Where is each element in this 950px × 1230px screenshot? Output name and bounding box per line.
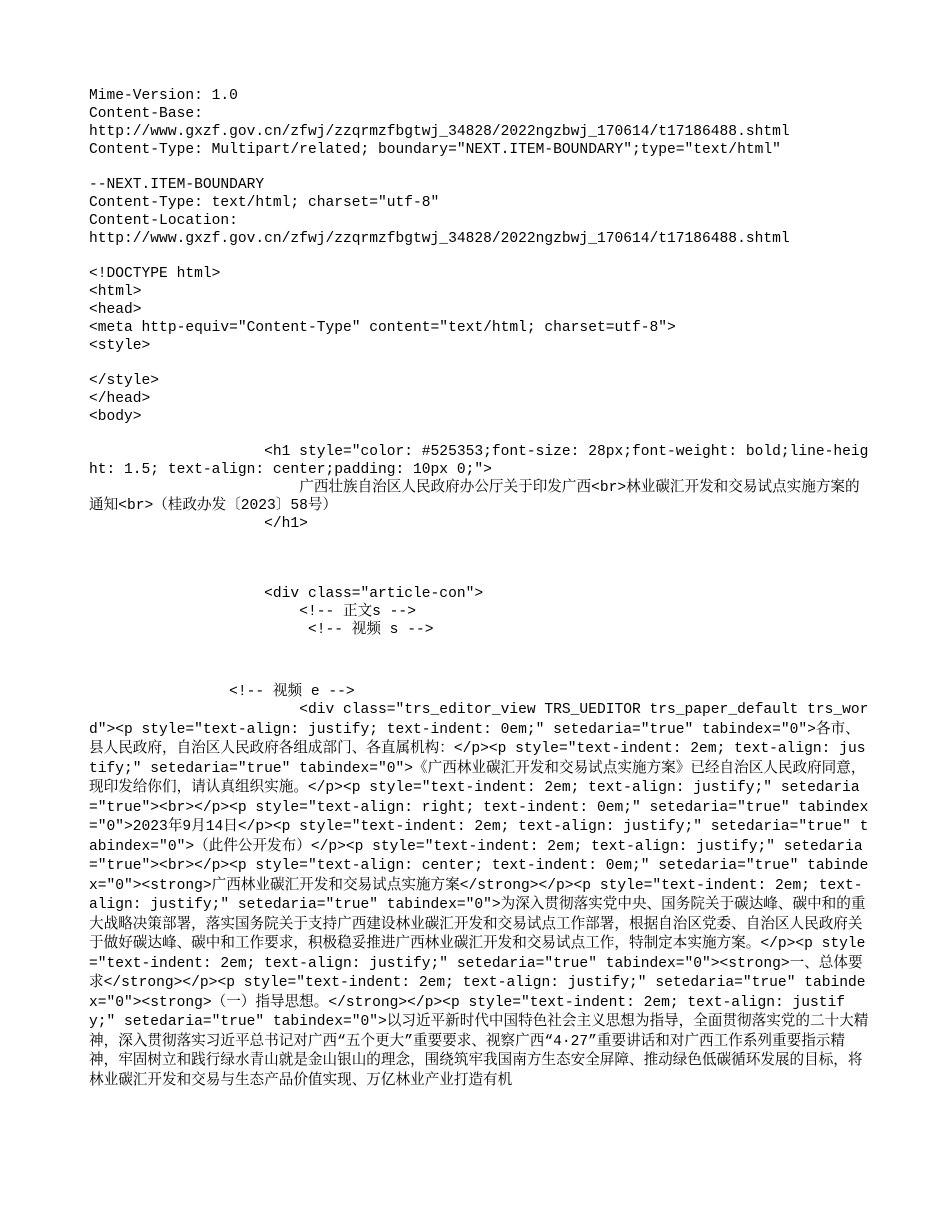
spacer (89, 355, 869, 372)
spacer (89, 426, 869, 443)
spacer (89, 159, 869, 176)
meta-tag: <meta http-equiv="Content-Type" content="text/html; charset=utf-8"> (89, 320, 676, 336)
raw-mhtml-document (89, 87, 869, 1091)
content-type-line: Content-Type: Multipart/related; boundary="NEXT.ITEM-BOUNDARY";type="text/html" (89, 142, 781, 158)
style-close-tag: </style> (89, 373, 160, 389)
content-base-label: Content-Base: (89, 106, 203, 122)
doctype-line: <!DOCTYPE html> (89, 266, 221, 282)
mime-version-line: Mime-Version: 1.0 (89, 88, 238, 104)
comment-video-start: <!-- 视频 s --> (89, 622, 434, 638)
style-open-tag: <style> (89, 338, 151, 354)
spacer (89, 533, 869, 585)
head-close-tag: </head> (89, 391, 151, 407)
part-content-type: Content-Type: text/html; charset="utf-8" (89, 195, 440, 211)
spacer (89, 639, 869, 683)
body-open-tag: <body> (89, 409, 142, 425)
boundary-line: --NEXT.ITEM-BOUNDARY (89, 177, 265, 193)
h1-close-tag: </h1> (89, 516, 308, 532)
content-location-url: http://www.gxzf.gov.cn/zfwj/zzqrmzfbgtwj_34828/2022ngzbwj_170614/t17186488.shtml (89, 231, 790, 247)
h1-title-text: 广西壮族自治区人民政府办公厅关于印发广西<br>林业碳汇开发和交易试点实施方案的通知<br>（桂政办发〔2023〕58号） (89, 480, 860, 514)
comment-video-end: <!-- 视频 e --> (89, 684, 355, 700)
article-div-open: <div class="article-con"> (89, 586, 484, 602)
content-location-label: Content-Location: (89, 213, 238, 229)
comment-body-start: <!-- 正文s --> (89, 604, 416, 620)
head-open-tag: <head> (89, 302, 142, 318)
spacer (89, 248, 869, 265)
h1-open-tag: <h1 style="color: #525353;font-size: 28px;font-weight: bold;line-height: 1.5; text-align: center;padding: 10px 0;"> (89, 444, 869, 478)
article-content-markup: <div class="trs_editor_view TRS_UEDITOR trs_paper_default trs_word"><p style="text-align: justify; text-indent: 0em;" setedaria="true" tabindex="0">各市、县人民政府，自治区人民政府各组成部门、各直属机构：</p><p style="text-indent: 2em; text-align: justify;" setedaria="true" tabindex="0">《广西林业碳汇开发和交易试点实施方案》已经自治区人民政府同意，现印发给你们，请认真组织实施。</p><p style="text-indent: 2em; text-align: justify;" setedaria="true"><br></p><p style="text-align: right; text-indent: 0em;" setedaria="true" tabindex="0">2023年9月14日</p><p style="text-indent: 2em; text-align: justify;" setedaria="true" tabindex="0">（此件公开发布）</p><p style="text-indent: 2em; text-align: justify;" setedaria="true"><br></p><p style="text-align: center; text-indent: 0em;" setedaria="true" tabindex="0"><strong>广西林业碳汇开发和交易试点实施方案</strong></p><p style="text-indent: 2em; text-align: justify;" setedaria="true" tabindex="0">为深入贯彻落实党中央、国务院关于碳达峰、碳中和的重大战略决策部署，落实国务院关于支持广西建设林业碳汇开发和交易试点工作部署，根据自治区党委、自治区人民政府关于做好碳达峰、碳中和工作要求，积极稳妥推进广西林业碳汇开发和交易试点工作，特制定本实施方案。</p><p style="text-indent: 2em; text-align: justify;" setedaria="true" tabindex="0"><strong>一、总体要求</strong></p><p style="text-indent: 2em; text-align: justify;" setedaria="true" tabindex="0"><strong>（一）指导思想。</strong></p><p style="text-indent: 2em; text-align: justify;" setedaria="true" tabindex="0">以习近平新时代中国特色社会主义思想为指导，全面贯彻落实党的二十大精神，深入贯彻落实习近平总书记对广西“五个更大”重要要求、视察广西“4·27”重要讲话和对广西工作系列重要指示精神，牢固树立和践行绿水青山就是金山银山的理念，围绕筑牢我国南方生态安全屏障、推动绿色低碳循环发展的目标，将林业碳汇开发和交易与生态产品价值实现、万亿林业产业打造有机 (89, 702, 869, 1089)
html-open-tag: <html> (89, 284, 142, 300)
content-base-url: http://www.gxzf.gov.cn/zfwj/zzqrmzfbgtwj_34828/2022ngzbwj_170614/t17186488.shtml (89, 124, 790, 140)
